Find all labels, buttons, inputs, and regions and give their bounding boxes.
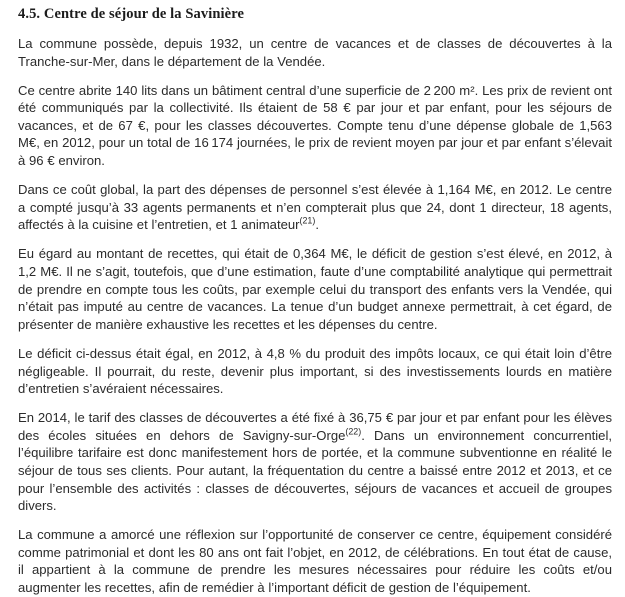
paragraph-capacity-costs: Ce centre abrite 140 lits dans un bâtiment central d’une superficie de 2 200 m². Les prix de revient ont été communiqués par la collectivité. Ils étaient de 58 € par jour et par enfant, pour les séjours de vacances, et de 67 €, pour les classes découvertes. Compte tenu d’une dépense globale de 1,563 M€, en 2012, pour un total de 16 174 journées, le prix de revient moyen par jour et par enfant s’élevait à 96 € environ. (18, 82, 612, 169)
paragraph-operating-deficit: Eu égard au montant de recettes, qui était de 0,364 M€, le déficit de gestion s’est élevé, en 2012, à 1,2 M€. Il ne s’agit, toutefois, que d’une estimation, faute d’une comptabilité analytique qui permettrait de prendre en compte tous les coûts, par exemple celui du transport des enfants vers la Vendée, qui n’était pas imputé au centre de vacances. La tenue d’un budget annexe permettrait, à cet égard, de présenter de manière exhaustive les recettes et les dépenses du centre. (18, 246, 612, 332)
paragraph-tariffs-2014: En 2014, le tarif des classes de découvertes a été fixé à 36,75 € par jour et par enfant pour les élèves des écoles situées en dehors de Savigny-sur-Orge$^{(22)}$. Dans un environnement concurrentiel, l’équilibre tarifaire est donc manifestement hors de portée, et la commune subventionne en réalité le séjour de tous ses clients. Pour autant, la fréquentation du centre a baissé entre 2012 et 2013, et ce pour l’ensemble des activités : classes de découvertes, séjours de vacances et accueil de groupes divers. (18, 410, 612, 514)
paragraph-conclusion: La commune a amorcé une réflexion sur l’opportunité de conserver ce centre, équipement considéré comme patrimonial et dont les 80 ans ont fait l’objet, en 2012, de célébrations. En tout état de cause, il appartient à la commune de prendre les mesures nécessaires pour réduire les coûts et/ou augmenter les recettes, afin de remédier à l’important déficit de gestion de l’équipement. (18, 527, 612, 596)
section-heading: 4.5. Centre de séjour de la Savinière (18, 6, 245, 22)
paragraph-deficit-share: Le déficit ci-dessus était égal, en 2012, à 4,8 % du produit des impôts locaux, ce qui était loin d’être négligeable. Il pourrait, du reste, devenir plus important, si des investissements lourds en matière d’entretien s’avéraient nécessaires. (18, 345, 612, 397)
paragraph-origin: La commune possède, depuis 1932, un centre de vacances et de classes de découvertes à la Tranche-sur-Mer, dans le département de la Vendée. (18, 36, 612, 69)
footnote-marker: (21) (299, 215, 316, 226)
paragraph-staff-costs: Dans ce coût global, la part des dépenses de personnel s’est élevée à 1,164 M€, en 2012. Le centre a compté jusqu’à 33 agents permanents et n’en compterait plus que 24, dont 1 directeur, 18 agents, affectés à la cuisine et l’entretien, et 1 animateur$^{(21)}$. (18, 182, 612, 233)
footnote-marker: (22) (345, 426, 362, 437)
